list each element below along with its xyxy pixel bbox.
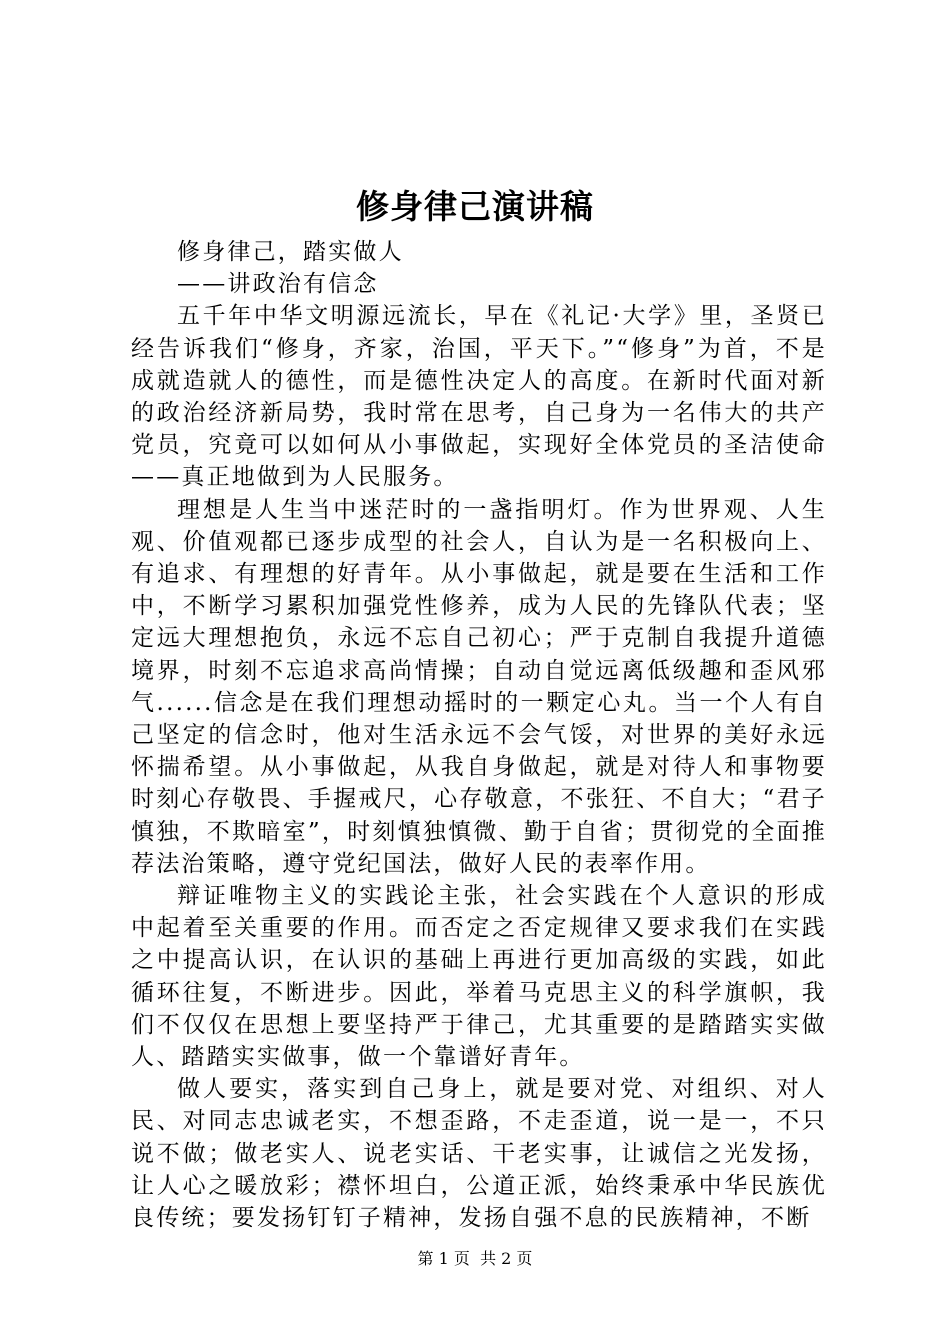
page-number: 第 1 页 共 2 页	[417, 1249, 533, 1268]
paragraph-4: 做人要实，落实到自己身上，就是要对党、对组织、对人民、对同志忠诚老实，不想歪路，不走歪道，说一是一，不只说不做；做老实人、说老实话、干老实事，让诚信之光发扬，让人心之暖放彩；襟怀坦白，公道正派，始终秉承中华民族优良传统；要发扬钉钉子精神，发扬自强不息的民族精神，不断	[131, 1076, 827, 1232]
subtitle-line-2: ——讲政治有信念	[177, 271, 379, 298]
paragraph-3: 辩证唯物主义的实践论主张，社会实践在个人意识的形成中起着至关重要的作用。而否定之否定规律又要求我们在实践之中提高认识，在认识的基础上再进行更加高级的实践，如此循环往复，不断进步。因此，举着马克思主义的科学旗帜，我们不仅仅在思想上要坚持严于律己，尤其重要的是踏踏实实做人、踏踏实实做事，做一个靠谱好青年。	[131, 883, 827, 1071]
document-body	[131, 236, 827, 1234]
document-title: 修身律己演讲稿	[356, 187, 594, 226]
paragraph-2: 理想是人生当中迷茫时的一盏指明灯。作为世界观、人生观、价值观都已逐步成型的社会人，自认为是一名积极向上、有追求、有理想的好青年。从小事做起，就是要在生活和工作中，不断学习累积加强党性修养，成为人民的先锋队代表；坚定远大理想抱负，永远不忘自己初心；严于克制自我提升道德境界，时刻不忘追求高尚情操；自动自觉远离低级趣和歪风邪气......信念是在我们理想动摇时的一颗定心丸。当一个人有自己坚定的信念时，他对生活永远不会气馁，对世界的美好永远怀揣希望。从小事做起，从我自身做起，就是对待人和事物要时刻心存敬畏、手握戒尺，心存敬意，不张狂、不自大；“君子慎独，不欺暗室”，时刻慎独慎微、勤于自省；贯彻党的全面推荐法治策略，遵守党纪国法，做好人民的表率作用。	[131, 496, 827, 877]
page-footer	[0, 1248, 950, 1270]
subtitle-line-1: 修身律己，踏实做人	[177, 239, 404, 265]
paragraph-1: 五千年中华文明源远流长，早在《礼记·大学》里，圣贤已经告诉我们“修身，齐家，治国，平天下。”“修身”为首，不是成就造就人的德性，而是德性决定人的高度。在新时代面对新的政治经济新局势，我时常在思考，自己身为一名伟大的共产党员，究竟可以如何从小事做起，实现好全体党员的圣洁使命——真正地做到为人民服务。	[131, 303, 827, 491]
